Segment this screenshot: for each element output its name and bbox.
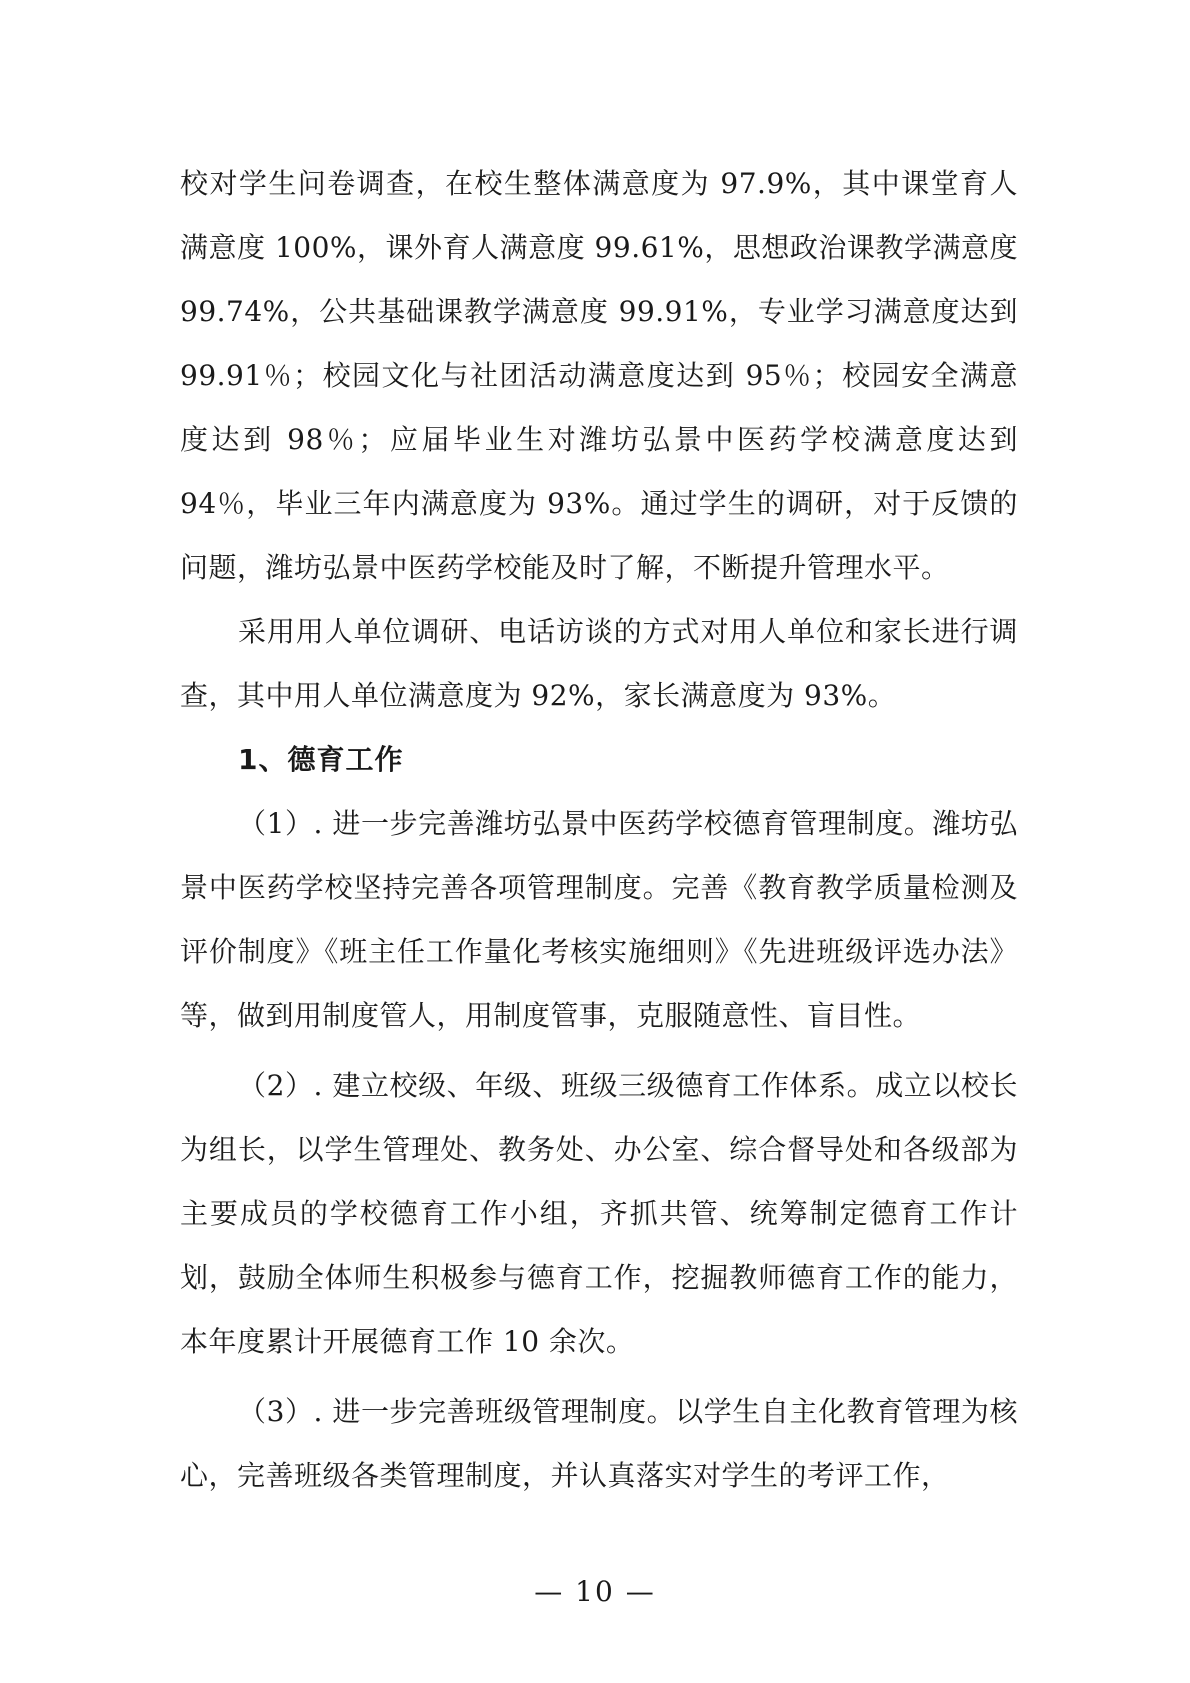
document-body — [180, 152, 1018, 1508]
paragraph-employer-survey: 采用用人单位调研、电话访谈的方式对用人单位和家长进行调查，其中用人单位满意度为 92%，家长满意度为 93%。 — [180, 615, 1018, 712]
list-item-moral-system: （1）. 进一步完善潍坊弘景中医药学校德育管理制度。潍坊弘景中医药学校坚持完善各项管理制度。完善《教育教学质量检测及评价制度》《班主任工作量化考核实施细则》《先进班级评选办法》等，做到用制度管人，用制度管事，克服随意性、盲目性。 — [180, 807, 1018, 1032]
section-heading-moral-education: 1、德育工作 — [238, 743, 404, 776]
list-item-three-level-system: （2）. 建立校级、年级、班级三级德育工作体系。成立以校长为组长，以学生管理处、教务处、办公室、综合督导处和各级部为主要成员的学校德育工作小组，齐抓共管、统筹制定德育工作计划，鼓励全体师生积极参与德育工作，挖掘教师德育工作的能力，本年度累计开展德育工作 10 余次。 — [180, 1069, 1018, 1358]
paragraph-student-survey: 校对学生问卷调查，在校生整体满意度为 97.9%，其中课堂育人满意度 100%，课外育人满意度 99.61%，思想政治课教学满意度 99.74%，公共基础课教学满意度 99.91%，专业学习满意度达到 99.91％；校园文化与社团活动满意度达到 95％；校园安全满意度达到 98％；应届毕业生对潍坊弘景中医药学校满意度达到 94％，毕业三年内满意度为 93%。通过学生的调研，对于反馈的问题，潍坊弘景中医药学校能及时了解，不断提升管理水平。 — [180, 167, 1018, 584]
page-number: — 10 — — [534, 1575, 656, 1608]
list-item-class-management: （3）. 进一步完善班级管理制度。以学生自主化教育管理为核心，完善班级各类管理制度，并认真落实对学生的考评工作， — [180, 1395, 1018, 1492]
